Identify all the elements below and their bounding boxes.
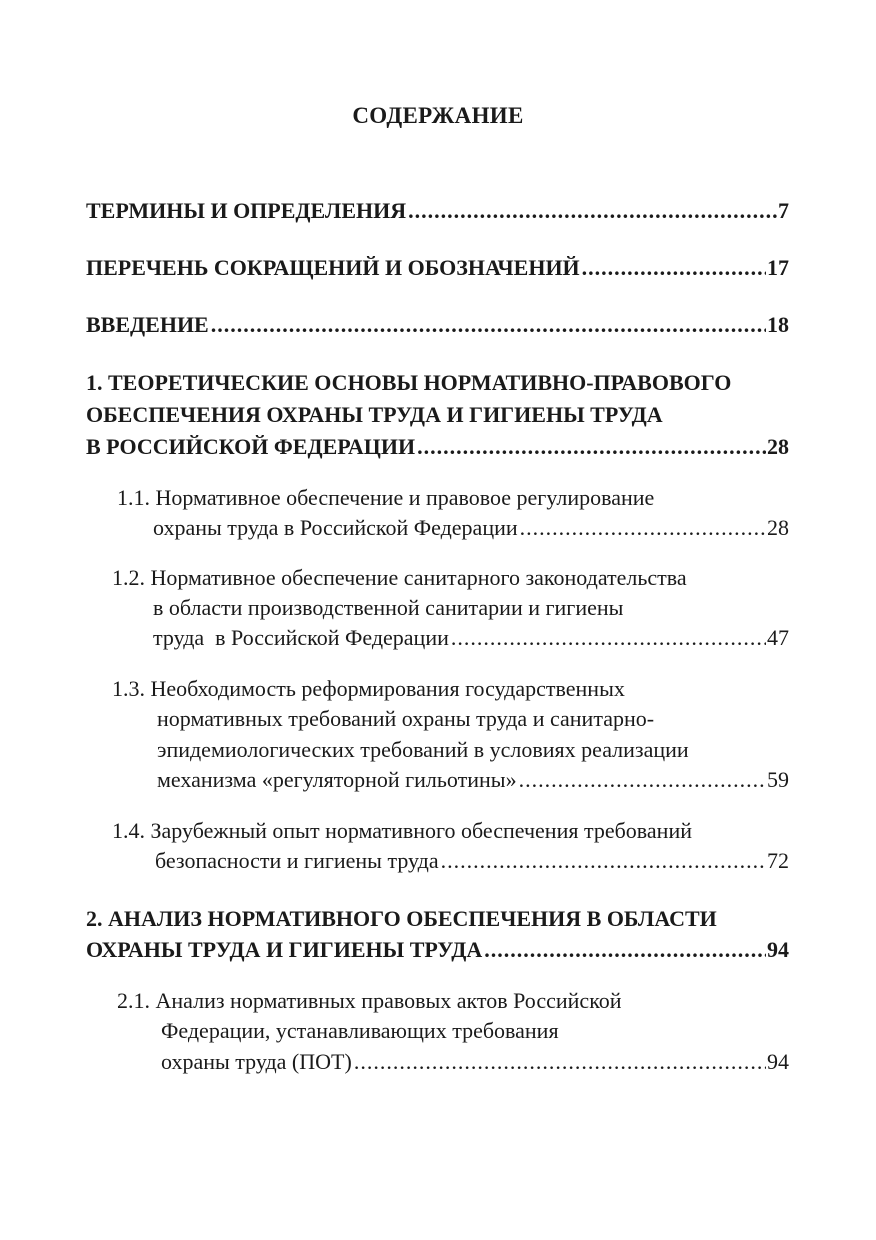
toc-page-number: 18 [767, 312, 789, 337]
toc-entry-text: 1.4. Зарубежный опыт нормативного обеспечения требований [112, 818, 692, 843]
toc-page-number: 28 [767, 434, 789, 459]
toc-entry-terms[interactable] [86, 196, 789, 226]
toc-page-number: 47 [767, 625, 789, 650]
toc-entry-text: охраны труда в Российской Федерации [153, 515, 518, 540]
toc-entry-text: 1. ТЕОРЕТИЧЕСКИЕ ОСНОВЫ НОРМАТИВНО-ПРАВОВОГО [86, 370, 732, 395]
dot-leader [582, 253, 766, 283]
toc-page-number: 94 [767, 937, 789, 962]
toc-entry-line [153, 593, 789, 623]
toc-entry-line [112, 563, 789, 593]
dot-leader [484, 935, 766, 965]
toc-entry-line [112, 674, 789, 704]
toc-entry-text: В РОССИЙСКОЙ ФЕДЕРАЦИИ [86, 434, 416, 459]
toc-entry-line [117, 986, 789, 1016]
toc-page-number: 28 [767, 515, 789, 540]
toc-entry-line [86, 904, 789, 934]
toc-entry-line [86, 432, 789, 462]
toc-entry-text: в области производственной санитарии и гигиены [153, 595, 624, 620]
toc-entry-introduction[interactable] [86, 310, 789, 340]
toc-page-number: 72 [767, 848, 789, 873]
toc-entry-text: охраны труда (ПОТ) [161, 1049, 352, 1074]
toc-entry-text: 1.2. Нормативное обеспечение санитарного законодательства [112, 565, 687, 590]
toc-entry-text: ПЕРЕЧЕНЬ СОКРАЩЕНИЙ И ОБОЗНАЧЕНИЙ [86, 255, 580, 280]
toc-page-number: 17 [767, 255, 789, 280]
toc-page-number: 94 [767, 1049, 789, 1074]
toc-entry-text: безопасности и гигиены труда [155, 848, 439, 873]
toc-entry-line [153, 623, 789, 653]
toc-entry-line [161, 1016, 789, 1046]
dot-leader [519, 765, 766, 795]
toc-entry-line [86, 368, 789, 398]
toc-page-number: 59 [767, 767, 789, 792]
toc-entry-line [155, 846, 789, 876]
toc-entry-line [86, 400, 789, 430]
toc-entry-text: ВВЕДЕНИЕ [86, 312, 209, 337]
toc-entry-line [153, 513, 789, 543]
toc-entry-line [157, 765, 789, 795]
dot-leader [211, 310, 766, 340]
toc-entry-line [112, 816, 789, 846]
toc-entry-text: 2. АНАЛИЗ НОРМАТИВНОГО ОБЕСПЕЧЕНИЯ В ОБЛАСТИ [86, 906, 717, 931]
toc-entry-text: 2.1. Анализ нормативных правовых актов Российской [117, 988, 622, 1013]
toc-entry-line [117, 483, 789, 513]
toc-entry-text: механизма «регуляторной гильотины» [157, 767, 517, 792]
toc-entry-text: 1.1. Нормативное обеспечение и правовое регулирование [117, 485, 655, 510]
dot-leader [441, 846, 766, 876]
toc-entry-text: ОБЕСПЕЧЕНИЯ ОХРАНЫ ТРУДА И ГИГИЕНЫ ТРУДА [86, 402, 663, 427]
toc-entry-text: 1.3. Необходимость реформирования государственных [112, 676, 625, 701]
page-title: СОДЕРЖАНИЕ [352, 103, 524, 128]
dot-leader [417, 432, 766, 462]
toc-entry-line [157, 735, 789, 765]
dot-leader [451, 623, 766, 653]
toc-entry-line [157, 704, 789, 734]
toc-entry-text: ОХРАНЫ ТРУДА И ГИГИЕНЫ ТРУДА [86, 937, 483, 962]
toc-entry-text: Федерации, устанавливающих требования [161, 1018, 559, 1043]
toc-entry-text: нормативных требований охраны труда и санитарно- [157, 706, 655, 731]
dot-leader [354, 1047, 766, 1077]
toc-entry-line [161, 1047, 789, 1077]
toc-page-number: 7 [778, 198, 789, 223]
toc-entry-text: эпидемиологических требований в условиях реализации [157, 737, 689, 762]
toc-entry-abbreviations[interactable] [86, 253, 789, 283]
dot-leader [408, 196, 777, 226]
toc-entry-text: труда в Российской Федерации [153, 625, 449, 650]
toc-entry-line [86, 935, 789, 965]
dot-leader [520, 513, 766, 543]
toc-entry-text: ТЕРМИНЫ И ОПРЕДЕЛЕНИЯ [86, 198, 407, 223]
